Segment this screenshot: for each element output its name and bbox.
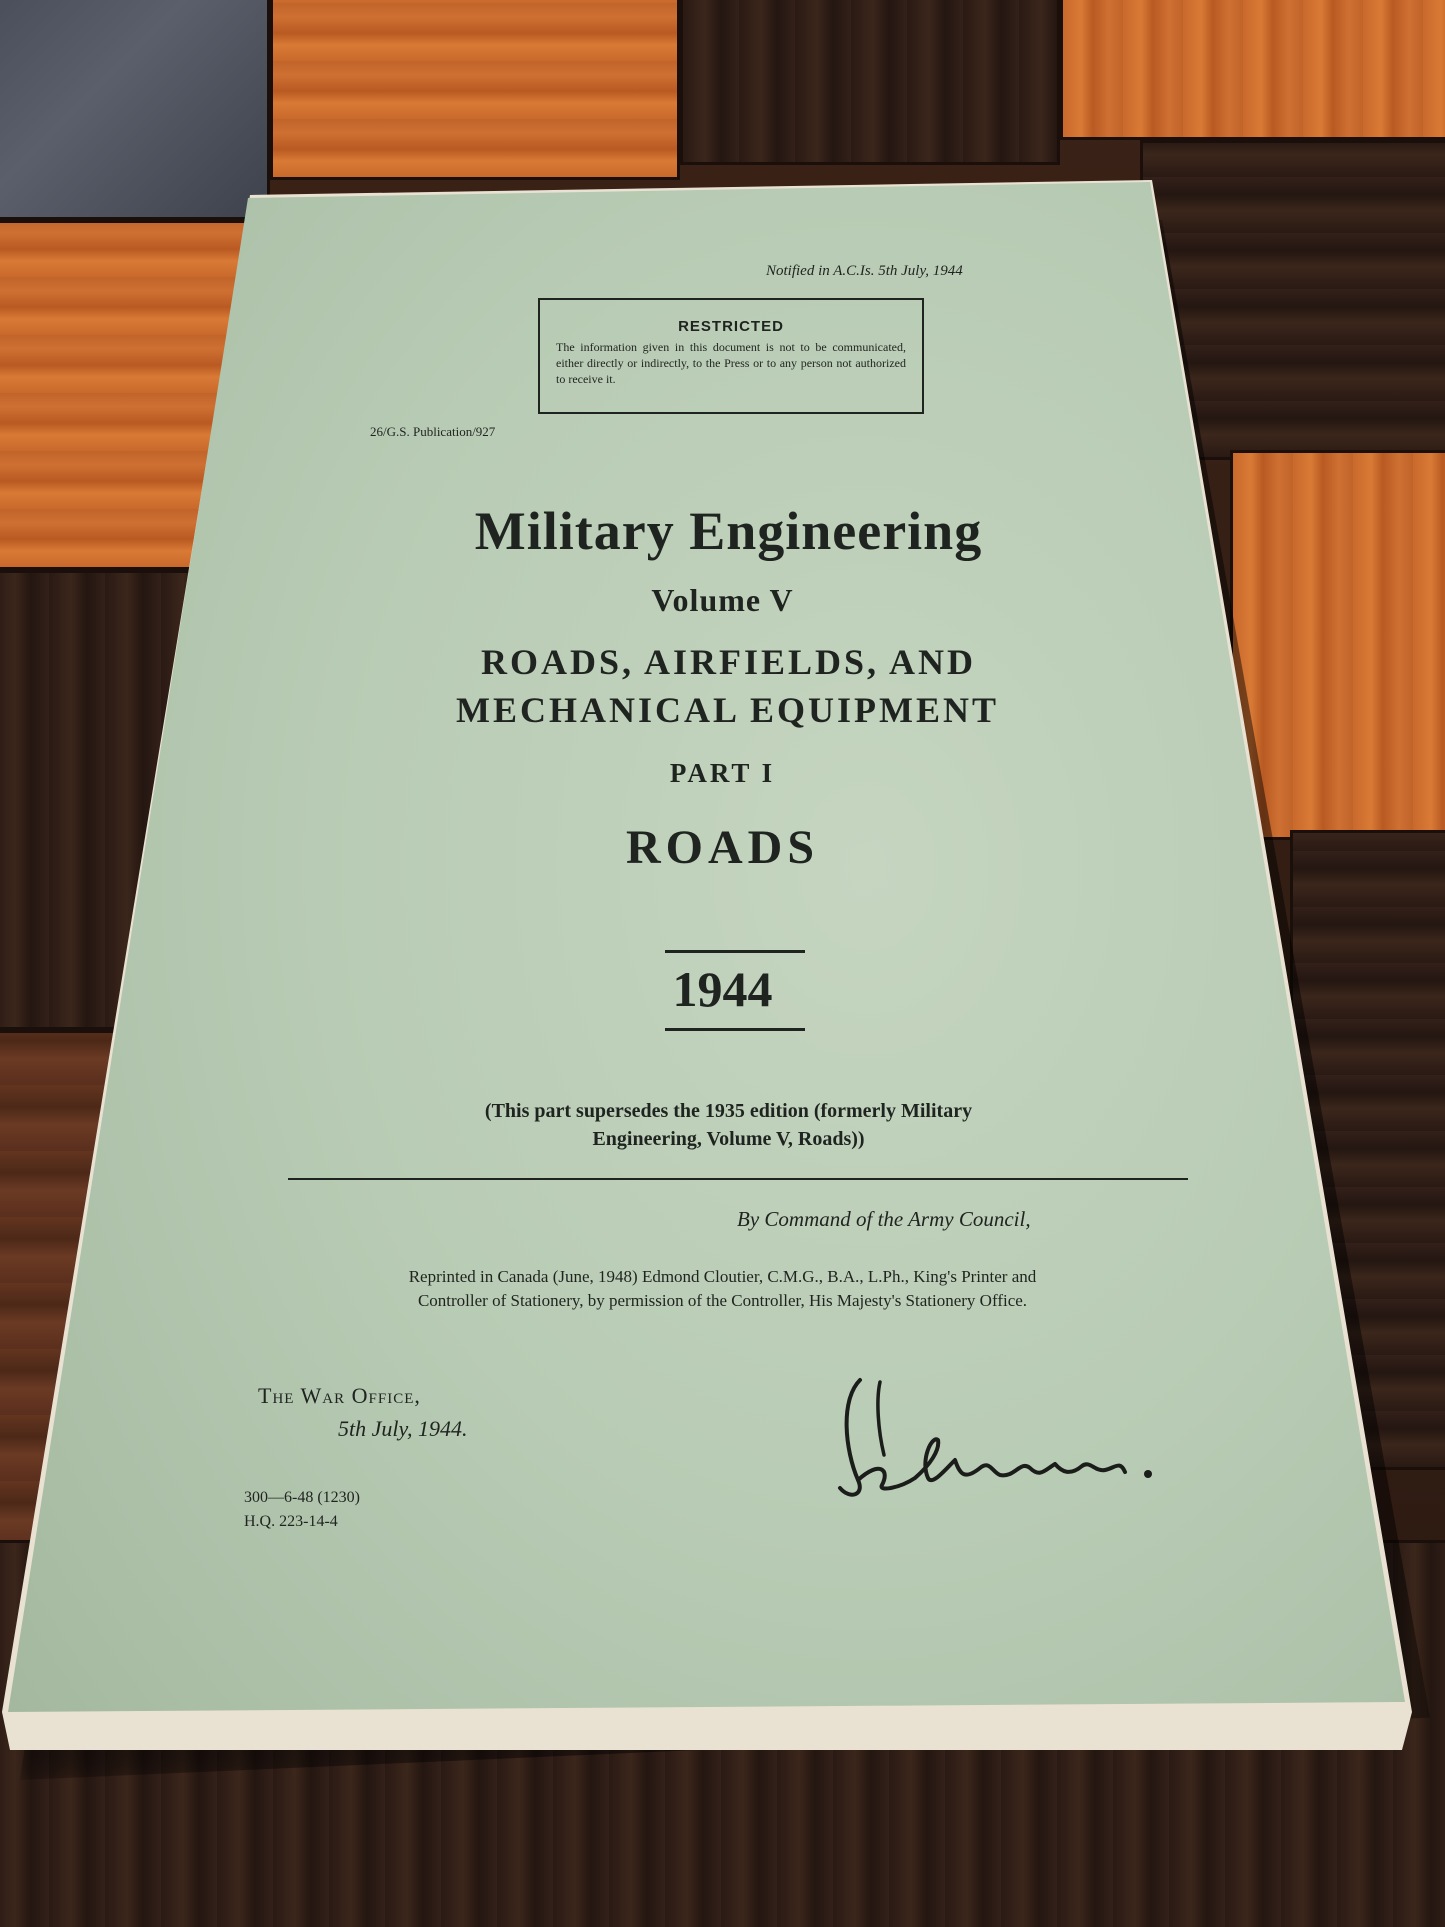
print-code (244, 1486, 360, 1534)
table-tile (270, 0, 680, 180)
table-tile (0, 0, 270, 220)
notified-line: Notified in A.C.Is. 5th July, 1944 (766, 263, 963, 279)
war-office-date-text: 5th July, 1944. (338, 1416, 468, 1441)
table-tile (1060, 0, 1445, 140)
restricted-body: The information given in this document is not to be communicated, either directly or indirectly, to the Press or to any person not authorized to receive it. (556, 340, 906, 386)
war-office: The War Office, (258, 1383, 421, 1408)
year: 1944 (672, 961, 773, 1017)
table-tile (680, 0, 1060, 165)
part-label: PART I (669, 758, 776, 788)
print-code-line-2: H.Q. 223-14-4 (244, 1513, 338, 1530)
part-title: ROADS (625, 821, 820, 874)
year-rule-top (665, 950, 805, 953)
reprint-line-2: Controller of Stationery, by permission of the Controller, His Majesty's Stationery Office. (417, 1291, 1028, 1310)
restricted-title: RESTRICTED (678, 318, 784, 335)
year-rule-bottom (665, 1028, 805, 1031)
reprint-line-1: Reprinted in Canada (June, 1948) Edmond Cloutier, C.M.G., B.A., L.Ph., King's Printer and (408, 1267, 1037, 1286)
war-office-date (338, 1416, 468, 1442)
publication-number: 26/G.S. Publication/927 (370, 424, 496, 439)
handwritten-signature (820, 1360, 1200, 1510)
print-code-line-1: 300—6-48 (1230) (244, 1489, 360, 1506)
supersedes-note (0, 1097, 1445, 1153)
by-command: By Command of the Army Council, (737, 1207, 1031, 1231)
book-title: Military Engineering (474, 501, 983, 561)
subtitle-line-1: ROADS, AIRFIELDS, AND (480, 642, 977, 682)
reprint-note (0, 1265, 1445, 1313)
volume-label: Volume V (651, 582, 794, 618)
subtitle-line-2: MECHANICAL EQUIPMENT (455, 690, 1000, 730)
restricted-notice (538, 298, 924, 414)
supersedes-line-2: Engineering, Volume V, Roads)) (592, 1128, 865, 1150)
divider-rule (288, 1178, 1188, 1180)
supersedes-line-1: (This part supersedes the 1935 edition (formerly Military (484, 1100, 973, 1122)
